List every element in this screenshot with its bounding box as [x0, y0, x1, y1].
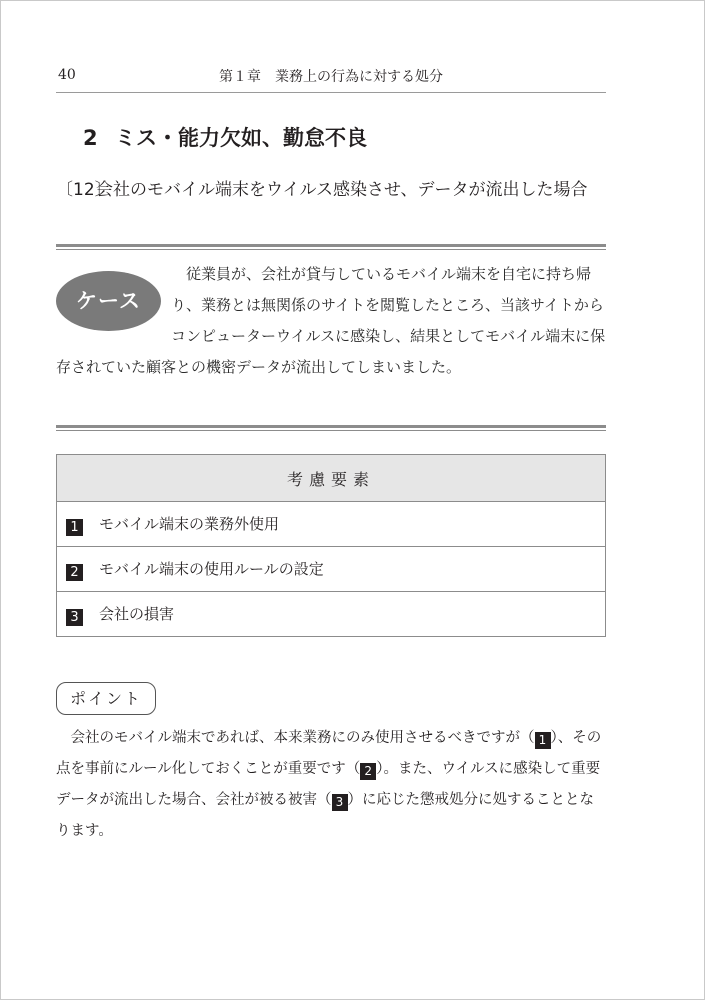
- factor-cell: [57, 547, 606, 592]
- point-text: ）、その点を事前にルール化しておくことが重要です（: [56, 730, 602, 777]
- chapter-title: 第１章 業務上の行為に対する処分: [219, 69, 443, 85]
- factor-row: [57, 592, 606, 637]
- factor-label: モバイル端末の使用ルールの設定: [99, 559, 324, 578]
- case-rule-top: [56, 244, 606, 250]
- factor-row: [57, 502, 606, 547]
- point-body: [56, 723, 608, 847]
- inline-number-badge: 2: [360, 763, 376, 780]
- case-title: 会社のモバイル端末をウイルス感染させ、データが流出した場合: [96, 180, 588, 200]
- case-description: 従業員が、会社が貸与しているモバイル端末を自宅に持ち帰り、業務とは無関係のサイトを閲覧したところ、当該サイトからコンピューターウイルスに感染し、結果としてモバイル端末に保存されていた顧客との機密データが流出してしまいました。: [56, 265, 606, 376]
- section-title: [83, 122, 367, 152]
- inline-number-badge: 3: [332, 794, 348, 811]
- page-number: 40: [58, 67, 76, 83]
- factor-cell: [57, 502, 606, 547]
- factor-label: 会社の損害: [99, 604, 175, 623]
- inline-number-badge: 1: [535, 732, 551, 749]
- factor-number-badge: 3: [66, 609, 83, 626]
- point-text: ）。また、ウイルスに感染して重要データが流出した場合、会社が被る被害（: [56, 761, 601, 808]
- point-text: ）に応じた懲戒処分に処することとなります。: [56, 792, 594, 839]
- point-label: ポイント: [56, 682, 156, 715]
- case-number: 〔12〕: [56, 180, 112, 200]
- case-heading: [56, 175, 606, 206]
- running-header: [56, 63, 606, 93]
- factor-number-badge: 2: [66, 564, 83, 581]
- factor-cell: [57, 592, 606, 637]
- factor-row: [57, 547, 606, 592]
- point-text: 会社のモバイル端末であれば、本来業務にのみ使用させるべきですが（: [70, 730, 535, 746]
- factors-table: [56, 454, 606, 637]
- case-badge: ケース: [56, 271, 161, 331]
- factor-label: モバイル端末の業務外使用: [99, 514, 280, 533]
- factor-number-badge: 1: [66, 519, 83, 536]
- case-rule-bottom: [56, 425, 606, 431]
- section-title-text: ミス・能力欠如、勤怠不良: [115, 126, 367, 150]
- section-number: 2: [83, 126, 98, 150]
- factors-header: 考慮要素: [57, 455, 606, 502]
- factors-header-row: [57, 455, 606, 502]
